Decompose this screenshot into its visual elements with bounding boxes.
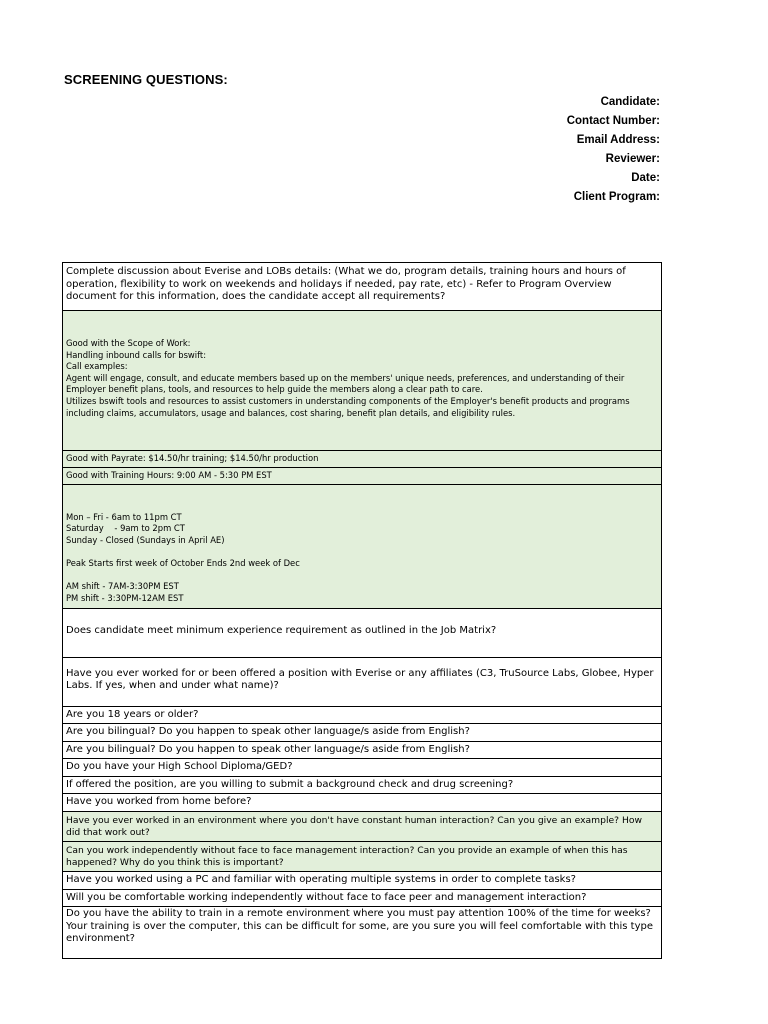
table-row xyxy=(63,776,662,794)
question-cell: Can you work independently without face to face management interaction? Can you provide an example of when this has happened? Why do you think this is important? xyxy=(63,842,662,872)
question-cell: Have you worked using a PC and familiar with operating multiple systems in order to complete tasks? xyxy=(63,872,662,890)
table-row xyxy=(63,907,662,959)
candidate-info-block xyxy=(567,93,660,207)
email-address-label: Email Address: xyxy=(576,134,660,146)
scope-line: Agent will engage, consult, and educate members based up on the members' unique needs, preferences, and understanding of their Employer benefit plans, tools, and resources to help guide the members along a clear path to care. xyxy=(66,372,628,395)
table-row xyxy=(63,451,662,468)
table-row xyxy=(63,842,662,872)
question-cell: Have you worked from home before? xyxy=(63,794,662,812)
table-row xyxy=(63,872,662,890)
scope-line: Good with the Scope of Work: xyxy=(66,338,191,348)
table-row xyxy=(63,706,662,724)
question-cell: Are you bilingual? Do you happen to speak other language/s aside from English? xyxy=(63,724,662,742)
schedule-line: Mon – Fri - 6am to 11pm CT xyxy=(66,511,182,522)
scope-of-work-cell xyxy=(63,311,662,451)
table-row xyxy=(63,741,662,759)
table-row xyxy=(63,311,662,451)
reviewer-label: Reviewer: xyxy=(605,153,660,165)
schedule-line: AM shift - 7AM-3:30PM EST xyxy=(66,581,179,592)
question-cell: If offered the position, are you willing to submit a background check and drug screening? xyxy=(63,776,662,794)
table-row xyxy=(63,263,662,311)
table-row xyxy=(63,468,662,485)
question-cell: Have you ever worked for or been offered a position with Everise or any affiliates (C3, TruSource Labs, Globee, Hyper Labs. If yes, when and under what name)? xyxy=(63,657,662,706)
page-title: SCREENING QUESTIONS: xyxy=(64,72,228,87)
payrate-cell: Good with Payrate: $14.50/hr training; $14.50/hr production xyxy=(63,451,662,468)
schedule-line: PM shift - 3:30PM-12AM EST xyxy=(66,592,184,603)
table-row xyxy=(63,724,662,742)
schedule-line: Peak Starts first week of October Ends 2nd week of Dec xyxy=(66,557,300,568)
table-row xyxy=(63,608,662,657)
contact-number-label: Contact Number: xyxy=(566,115,660,127)
training-hours-cell: Good with Training Hours: 9:00 AM - 5:30 PM EST xyxy=(63,468,662,485)
table-row xyxy=(63,759,662,777)
question-cell: Are you bilingual? Do you happen to speak other language/s aside from English? xyxy=(63,741,662,759)
table-row xyxy=(63,794,662,812)
date-label: Date: xyxy=(631,172,660,184)
scope-line: Utilizes bswift tools and resources to assist customers in understanding components of the Employer's benefit products and programs including claims, accumulators, usage and balances, cost sharing, benefit plan details, and eligibility rules. xyxy=(66,395,633,418)
screening-questions-table xyxy=(62,262,662,959)
table-row xyxy=(63,812,662,842)
question-cell: Do you have the ability to train in a remote environment where you must pay attention 100% of the time for weeks? Your training is over the computer, this can be difficult for some, are you sure you will feel comfortable with this type environment? xyxy=(63,907,662,959)
schedule-cell xyxy=(63,484,662,608)
question-cell: Will you be comfortable working independently without face to face peer and management interaction? xyxy=(63,889,662,907)
client-program-label: Client Program: xyxy=(573,191,660,203)
question-cell: Do you have your High School Diploma/GED? xyxy=(63,759,662,777)
scope-line: Handling inbound calls for bswift: xyxy=(66,349,207,360)
question-cell: Are you 18 years or older? xyxy=(63,706,662,724)
question-cell: Have you ever worked in an environment where you don't have constant human interaction? Can you give an example? How did that work out? xyxy=(63,812,662,842)
table-row xyxy=(63,889,662,907)
schedule-line: Sunday - Closed (Sundays in April AE) xyxy=(66,534,225,545)
question-cell: Does candidate meet minimum experience requirement as outlined in the Job Matrix? xyxy=(63,608,662,657)
table-row xyxy=(63,657,662,706)
candidate-label: Candidate: xyxy=(600,96,660,108)
table-row xyxy=(63,484,662,608)
schedule-line: Saturday - 9am to 2pm CT xyxy=(66,523,185,534)
question-cell: Complete discussion about Everise and LOBs details: (What we do, program details, training hours and hours of operation, flexibility to work on weekends and holidays if needed, pay rate, etc) - Refer to Program Overview document for this information, does the candidate accept all requirements? xyxy=(63,263,662,311)
scope-line: Call examples: xyxy=(66,361,128,372)
